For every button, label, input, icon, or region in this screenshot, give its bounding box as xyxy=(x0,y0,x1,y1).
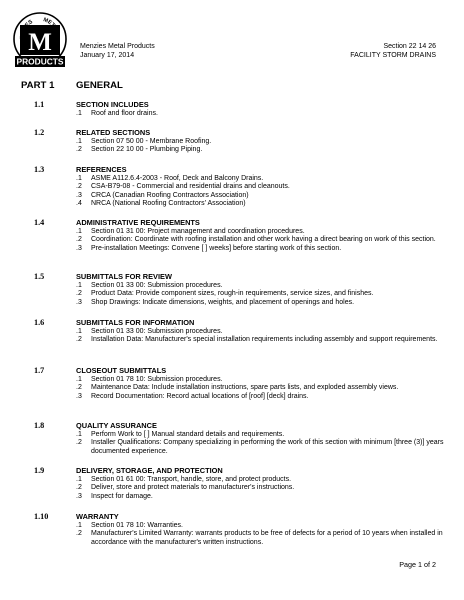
section-1-9 xyxy=(34,466,444,501)
header-right xyxy=(350,43,436,60)
list-item: .1 Section 01 33 00: Submission procedures. xyxy=(76,328,223,335)
list-item: .2 Manufacturer's Limited Warranty: warrants products to be free of defects for a period of 10 years when installed in accordance with the manufacturer's written instructions. xyxy=(76,530,443,546)
list-item: .2 CSA-B79-08 - Commercial and residential drains and cleanouts. xyxy=(76,183,290,191)
section-title: CLOSEOUT SUBMITTALS xyxy=(76,366,167,375)
section-code: Section 22 14 26 xyxy=(383,43,436,50)
list-item: .3 Pre-installation Meetings: Convene [ ] weeks] before starting work of this section. xyxy=(76,244,342,252)
company-name: Menzies Metal Products xyxy=(80,43,155,50)
section-title: QUALITY ASSURANCE xyxy=(76,421,157,430)
part-number: PART 1 xyxy=(21,80,55,91)
section-title: SUBMITTALS FOR REVIEW xyxy=(76,272,172,281)
company-logo xyxy=(12,10,68,68)
section-number: 1.10 xyxy=(34,512,49,521)
part-title: GENERAL xyxy=(76,80,123,91)
list-item: .1 Section 01 31 00: Project management and coordination procedures. xyxy=(76,228,305,235)
list-item: .2 Installer Qualifications: Company specializing in performing the work of this section with minimum [three (3)] years documented experience. xyxy=(76,439,444,455)
section-number: 1.3 xyxy=(34,165,45,174)
list-item: .3 CRCA (Canadian Roofing Contractors Association) xyxy=(76,191,249,199)
section-1-8 xyxy=(34,421,444,456)
section-1-10 xyxy=(34,512,444,547)
list-item: .1 ASME A112.6.4-2003 - Roof, Deck and Balcony Drains. xyxy=(76,175,264,182)
svg-text:MENZIES: MENZIES xyxy=(19,19,34,46)
section-number: 1.9 xyxy=(34,466,45,475)
section-title: WARRANTY xyxy=(76,512,119,521)
logo-graphic xyxy=(12,10,68,68)
list-item: .2 Installation Data: Manufacturer's special installation requirements including assembly and support requirements. xyxy=(76,336,438,344)
list-item: .2 Section 22 10 00 - Plumbing Piping. xyxy=(76,146,203,154)
list-item: .3 Inspect for damage. xyxy=(76,492,153,500)
section-number: 1.2 xyxy=(34,128,45,137)
section-number: 1.4 xyxy=(34,218,45,227)
list-item: .1 Section 07 50 00 - Membrane Roofing. xyxy=(76,138,212,145)
list-item: .2 Deliver, store and protect materials to manufacturer's instructions. xyxy=(76,484,295,492)
list-item: .4 NRCA (National Roofing Contractors' Association) xyxy=(76,200,246,208)
section-title: SECTION INCLUDES xyxy=(76,100,149,109)
section-number: 1.6 xyxy=(34,318,45,327)
page-number: Page 1 of 2 xyxy=(399,560,436,569)
section-number: 1.1 xyxy=(34,100,45,109)
section-name: FACILITY STORM DRAINS xyxy=(350,51,436,59)
list-item: .1 Section 01 78 10: Warranties. xyxy=(76,522,183,529)
section-number: 1.7 xyxy=(34,366,45,375)
list-item: .1 Roof and floor drains. xyxy=(76,110,158,117)
list-item: .3 Record Documentation: Record actual locations of [roof] [deck] drains. xyxy=(76,392,309,400)
section-1-7 xyxy=(34,366,444,401)
list-item: .3 Shop Drawings: Indicate dimensions, weights, and placement of openings and holes. xyxy=(76,298,355,306)
header-left xyxy=(80,43,155,60)
list-item: .1 Section 01 78 10: Submission procedures. xyxy=(76,376,223,383)
section-1-4 xyxy=(34,218,444,253)
section-1-2 xyxy=(34,128,444,155)
list-item: .1 Section 01 61 00: Transport, handle, store, and protect products. xyxy=(76,476,292,483)
logo-letter: M xyxy=(28,29,52,56)
section-1-3 xyxy=(34,165,444,209)
section-number: 1.5 xyxy=(34,272,45,281)
section-1-6 xyxy=(34,318,444,345)
section-1-1 xyxy=(34,100,444,118)
svg-text:PRODUCTS: PRODUCTS xyxy=(16,56,64,67)
section-1-5 xyxy=(34,272,444,307)
section-title: REFERENCES xyxy=(76,165,127,174)
section-title: ADMINISTRATIVE REQUIREMENTS xyxy=(76,218,200,227)
section-title: SUBMITTALS FOR INFORMATION xyxy=(76,318,195,327)
svg-text:METAL: METAL xyxy=(42,17,60,35)
section-title: DELIVERY, STORAGE, AND PROTECTION xyxy=(76,466,223,475)
document-date: January 17, 2014 xyxy=(80,51,135,59)
list-item: .1 Perform Work to [ ] Manual standard details and requirements. xyxy=(76,431,285,438)
section-number: 1.8 xyxy=(34,421,45,430)
section-title: RELATED SECTIONS xyxy=(76,128,151,137)
list-item: .2 Maintenance Data: Include installation instructions, spare parts lists, and exploded assembly views. xyxy=(76,384,399,392)
list-item: .1 Section 01 33 00: Submission procedures. xyxy=(76,282,223,289)
list-item: .2 Coordination: Coordinate with roofing installation and other work having a direct bearing on work of this section. xyxy=(76,236,436,244)
list-item: .2 Product Data: Provide component sizes, rough-in requirements, service sizes, and finishes. xyxy=(76,290,374,298)
